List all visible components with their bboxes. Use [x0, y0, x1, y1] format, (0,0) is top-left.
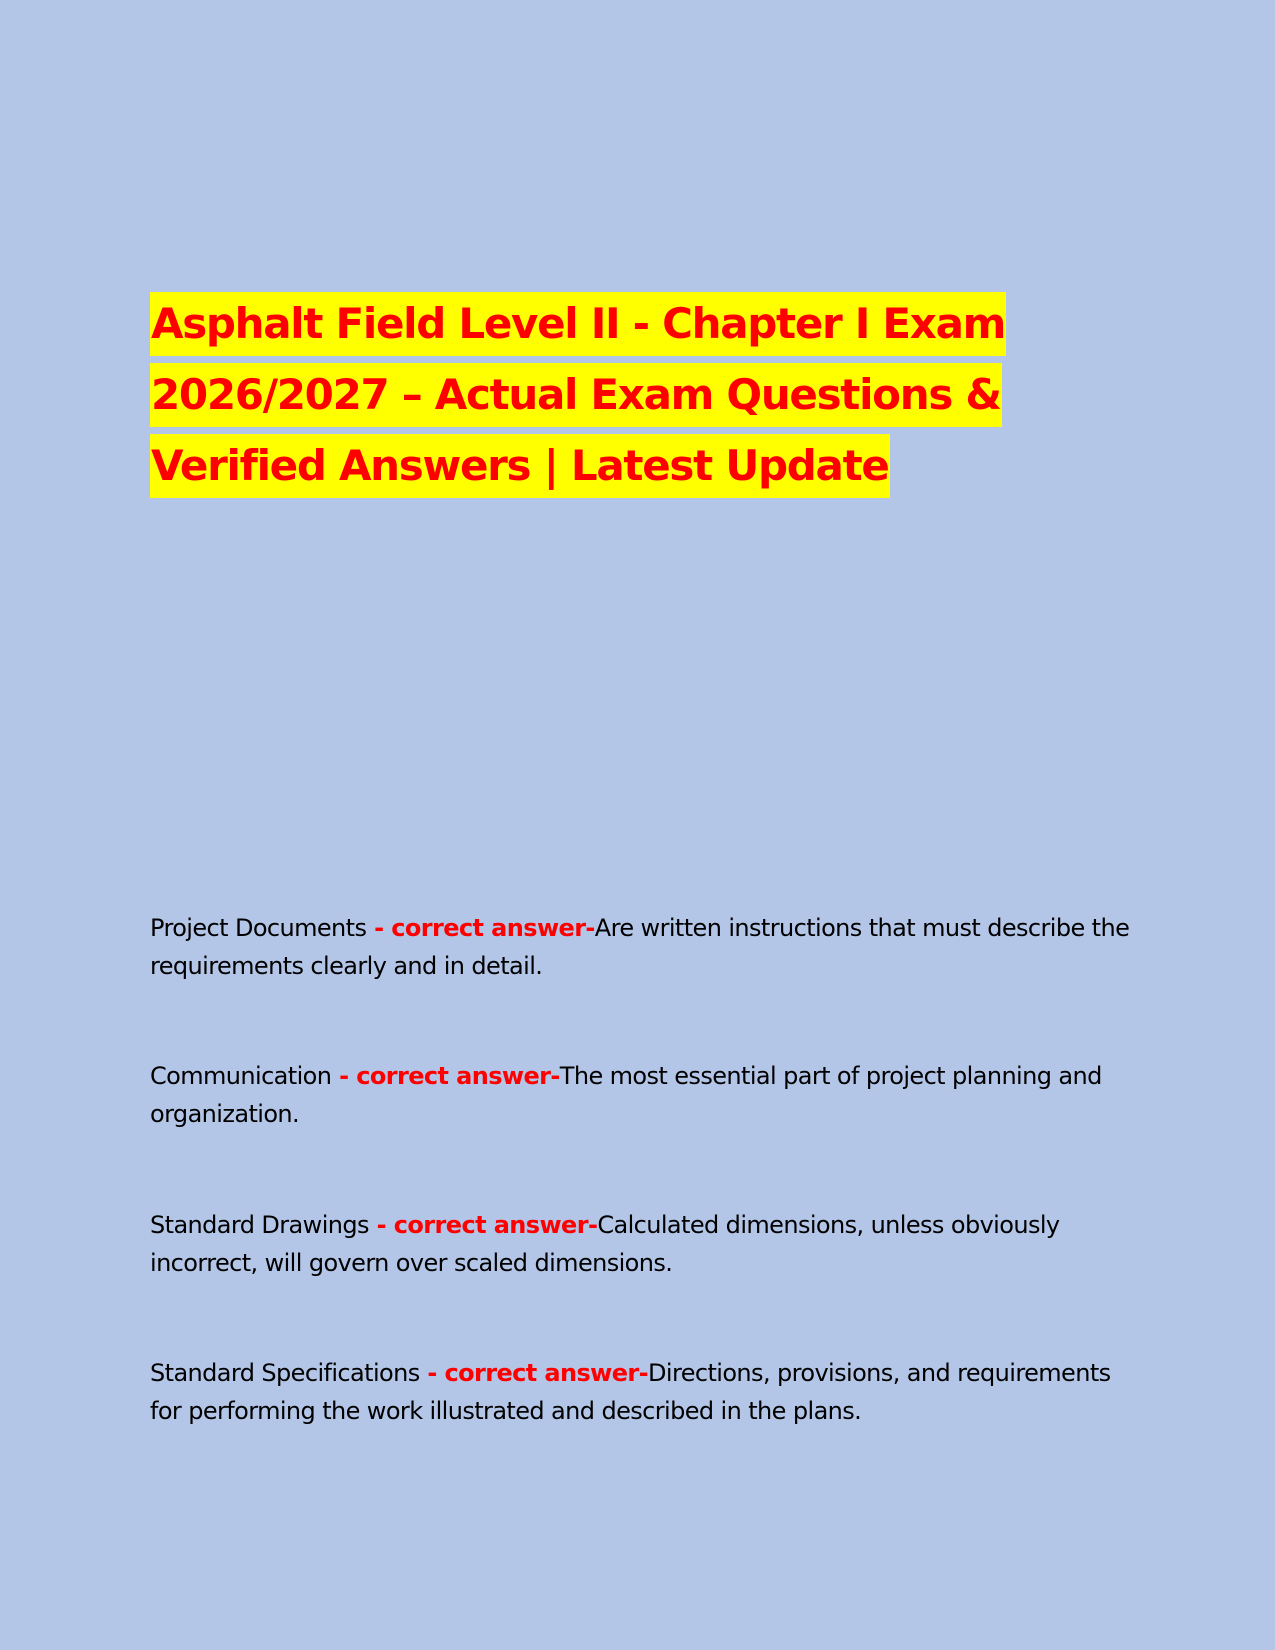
qa-item-project-documents [150, 909, 1130, 985]
title-line-2: 2026/2027 – Actual Exam Questions & [150, 363, 1090, 434]
qa-term: Standard Specifications [150, 1359, 420, 1387]
correct-answer-marker: - correct answer- [331, 1062, 560, 1090]
qa-term: Communication [150, 1062, 332, 1090]
correct-answer-marker: - correct answer- [368, 1211, 598, 1239]
qa-answer: Calculated dimensions, unless obviously incorrect, will govern over scaled dimensions. [150, 1211, 1060, 1277]
qa-term: Project Documents [150, 914, 367, 942]
title-line-1: Asphalt Field Level II - Chapter I Exam [150, 292, 1090, 363]
title-line-3: Verified Answers | Latest Update [150, 434, 1090, 505]
qa-answer: Are written instructions that must describe the requirements clearly and in detail. [150, 914, 1130, 980]
qa-answer: Directions, provisions, and requirements for performing the work illustrated and described in the plans. [150, 1359, 1111, 1425]
qa-answer: The most essential part of project planning and organization. [150, 1062, 1102, 1128]
qa-term: Standard Drawings [150, 1211, 369, 1239]
correct-answer-marker: - correct answer- [419, 1359, 649, 1387]
qa-item-standard-specifications [150, 1354, 1130, 1430]
qa-item-communication [150, 1057, 1130, 1133]
correct-answer-marker: - correct answer- [366, 914, 595, 942]
qa-item-standard-drawings [150, 1206, 1130, 1282]
document-title [150, 292, 1090, 505]
